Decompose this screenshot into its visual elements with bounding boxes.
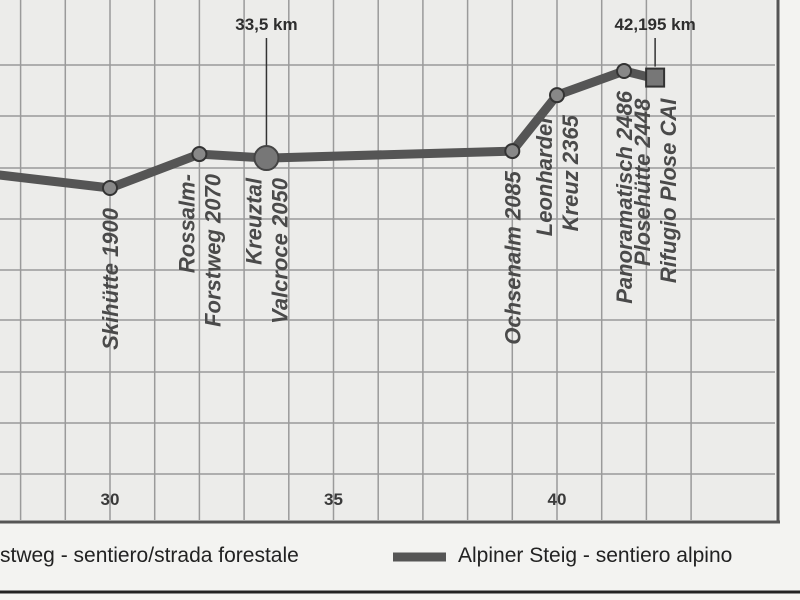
- end-marker: [646, 69, 664, 87]
- km-annotation: 42,195 km: [614, 15, 696, 34]
- station-marker: [505, 144, 519, 158]
- station-marker: [617, 64, 631, 78]
- station-label: Plosehütte 2448: [630, 98, 656, 267]
- station-label: Leonharder: [532, 115, 557, 237]
- x-tick-label: 30: [100, 490, 120, 509]
- station-marker: [103, 181, 117, 195]
- station-marker-large: [254, 146, 278, 170]
- station-label: Ochsenalm 2085: [500, 171, 526, 345]
- station-label: Kreuz 2365: [558, 115, 583, 232]
- x-tick-label: 35: [324, 490, 343, 509]
- station-marker: [550, 88, 564, 102]
- station-label: Forstweg 2070: [200, 174, 226, 327]
- legend-label: Alpiner Steig - sentiero alpino: [458, 544, 733, 567]
- station-marker: [192, 147, 206, 161]
- station-label: Panoramatisch 2486: [612, 90, 638, 304]
- station-label: Skihütte 1900: [98, 208, 123, 350]
- legend-label: stweg - sentiero/strada forestale: [0, 544, 299, 567]
- station-label: Valcroce 2050: [267, 178, 293, 325]
- station-label: Rifugio Plose CAI: [656, 98, 682, 284]
- x-tick-label: 40: [547, 490, 567, 509]
- km-annotation: 33,5 km: [235, 15, 298, 34]
- station-label: Kreuztal: [241, 178, 267, 265]
- station-label: Rossalm-: [174, 174, 200, 274]
